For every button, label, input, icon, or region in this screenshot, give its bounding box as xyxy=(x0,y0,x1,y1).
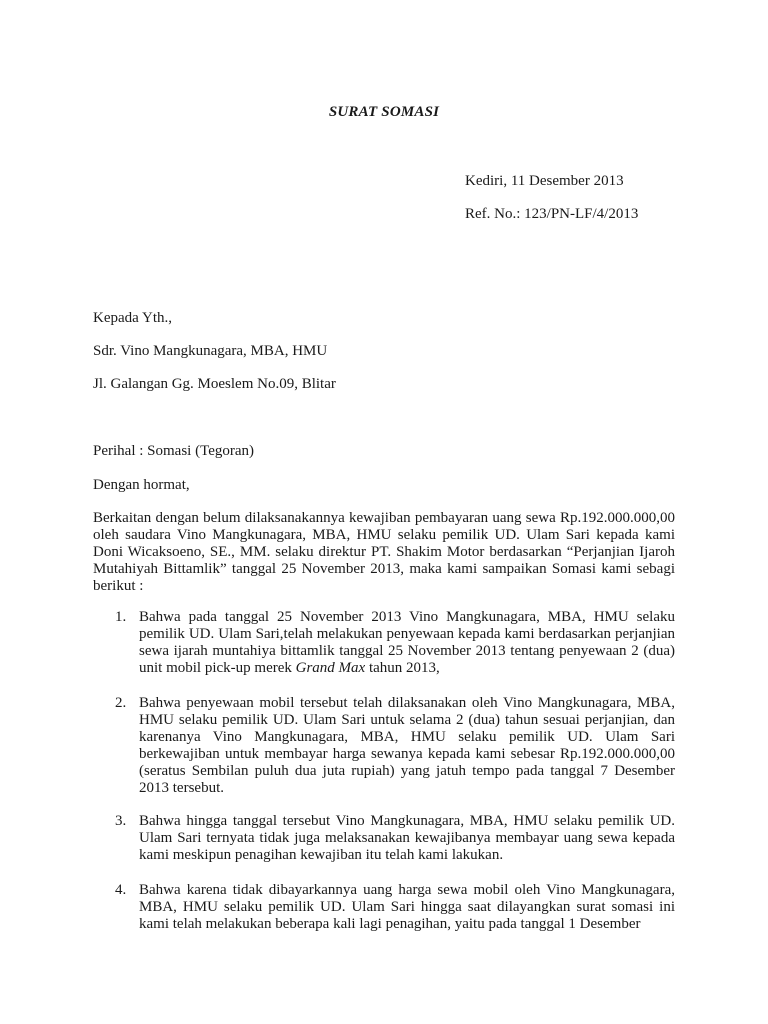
recipient-salutation: Kepada Yth., xyxy=(93,310,172,326)
list-item xyxy=(93,695,675,797)
list-item xyxy=(93,882,675,933)
list-item-number: 1. xyxy=(115,609,127,625)
intro-paragraph: Berkaitan dengan belum dilaksanakannya kewajiban pembayaran uang sewa Rp.192.000.000,00 oleh saudara Vino Mangkunagara, MBA, HMU selaku pemilik UD. Ulam Sari kepada kami Doni Wicaksoeno, SE., MM. selaku direktur PT. Shakim Motor berdasarkan “Perjanjian Ijaroh Mutahiyah Bittamlik” tanggal 25 November 2013, maka kami sampaikan Somasi kami sebagi berikut : xyxy=(93,510,675,594)
list-item-text: Bahwa hingga tanggal tersebut Vino Mangkunagara, MBA, HMU selaku pemilik UD. Ulam Sari ternyata tidak juga melaksanakan kewajibanya membayar uang sewa kepada kami meskipun penagihan kewajiban itu telah kami lakukan. xyxy=(139,813,675,863)
list-item-text: Bahwa penyewaan mobil tersebut telah dilaksanakan oleh Vino Mangkunagara, MBA, HMU selaku pemilik UD. Ulam Sari untuk selama 2 (dua) tahun sesuai perjanjian, dan karenanya Vino Mangkunagara, MBA, HMU selaku pemilik UD. Ulam Sari berkewajiban untuk membayar harga sewanya kepada kami sebesar Rp.192.000.000,00 (seratus Sembilan puluh dua juta rupiah) yang jatuh tempo pada tanggal 7 Desember 2013 tersebut. xyxy=(139,695,675,796)
letter-subject: Perihal : Somasi (Tegoran) xyxy=(93,443,254,459)
list-item-text: Bahwa karena tidak dibayarkannya uang harga sewa mobil oleh Vino Mangkunagara, MBA, HMU selaku pemilik UD. Ulam Sari hingga saat dilayangkan surat somasi ini kami telah melakukan beberapa kali lagi penagihan, yaitu pada tanggal 1 Desember xyxy=(139,882,675,932)
list-item-text-italic: Grand Max xyxy=(295,660,366,676)
recipient-name: Sdr. Vino Mangkunagara, MBA, HMU xyxy=(93,343,328,359)
list-item-number: 4. xyxy=(115,882,127,898)
letter-title: SURAT SOMASI xyxy=(328,104,440,120)
letter-reference: Ref. No.: 123/PN-LF/4/2013 xyxy=(465,206,639,222)
letter-greeting: Dengan hormat, xyxy=(93,477,190,493)
list-item-text xyxy=(139,609,675,677)
list-item-number: 2. xyxy=(115,695,127,711)
recipient-address: Jl. Galangan Gg. Moeslem No.09, Blitar xyxy=(93,376,336,392)
list-item-text-part: Bahwa pada tanggal 25 November 2013 Vino Mangkunagara, MBA, HMU selaku pemilik UD. Ulam Sari,telah melakukan penyewaan kepada kami berdasarkan perjanjian sewa ijarah muntahiya bittamlik tanggal 25 November 2013 tentang penyewaan 2 (dua) unit mobil pick-up merek xyxy=(139,609,675,676)
list-item xyxy=(93,813,675,864)
list-item-number: 3. xyxy=(115,813,127,829)
list-item-text-part: tahun 2013, xyxy=(365,660,440,676)
list-item xyxy=(93,609,675,677)
letter-date: Kediri, 11 Desember 2013 xyxy=(465,173,624,189)
